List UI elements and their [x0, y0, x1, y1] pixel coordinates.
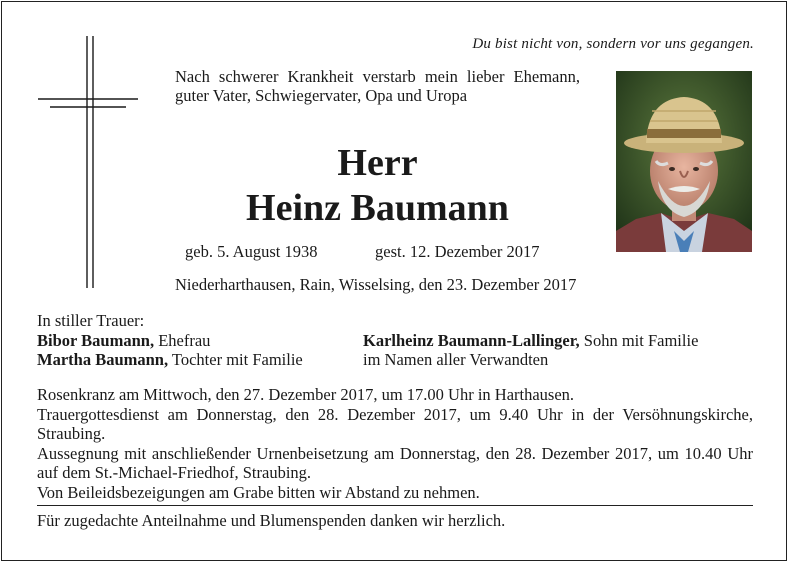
mourner-entry [37, 350, 303, 369]
deceased-name: Heinz Baumann [246, 187, 509, 229]
mourner-name: Martha Baumann, [37, 350, 169, 369]
mourner-row [37, 350, 753, 370]
death-date: gest. 12. Dezember 2017 [375, 242, 540, 261]
mourner-name: Karlheinz Baumann-Lallinger, [363, 330, 580, 350]
portrait-illustration [616, 71, 752, 252]
birth-date: geb. 5. August 1938 [185, 242, 318, 261]
place-and-date: Niederharthausen, Rain, Wisselsing, den 23. Dezember 2017 [175, 275, 577, 294]
mourner-relation: im Namen aller Verwandten [363, 350, 549, 369]
life-dates [185, 242, 580, 262]
rosary-note: Rosenkranz am Mittwoch, den 27. Dezember 2017, um 17.00 Uhr in Harthausen. [37, 385, 575, 404]
mourner-entry [363, 331, 698, 351]
mourner-entry [37, 331, 210, 350]
cross-icon [36, 36, 140, 288]
mourner-row [37, 331, 753, 351]
funeral-service-note: Trauergottesdienst am Donnerstag, den 28. Dezember 2017, um 9.40 Uhr in der Versöhnungskirche, Straubing. [37, 404, 753, 443]
portrait-photo [616, 71, 752, 252]
mourner-entry [363, 350, 548, 370]
mourner-relation: Sohn mit Familie [579, 330, 699, 350]
mourner-relation: Tochter mit Familie [168, 350, 303, 369]
urn-burial-note: Aussegnung mit anschließender Urnenbeisetzung am Donnerstag, den 28. Dezember 2017, um 10.40 Uhr auf dem St.-Michael-Friedhof, Straubing. [37, 443, 753, 482]
thanks-line: Für zugedachte Anteilnahme und Blumenspenden danken wir herzlich. [37, 511, 506, 530]
service-notes [37, 385, 753, 502]
mourners-section [37, 311, 753, 370]
mourner-name: Bibor Baumann, [37, 330, 155, 350]
divider [37, 505, 753, 506]
intro-text: Nach schwerer Krankheit verstarb mein lieber Ehemann, guter Vater, Schwiegervater, Opa und Uropa [175, 67, 580, 105]
mourning-heading: In stiller Trauer: [37, 311, 145, 330]
condolence-note: Von Beileidsbezeigungen am Grabe bitten wir Abstand zu nehmen. [37, 482, 480, 502]
mourner-relation: Ehefrau [154, 330, 211, 350]
name-title: Herr [337, 142, 418, 184]
motto: Du bist nicht von, sondern vor uns gegangen. [472, 36, 754, 52]
